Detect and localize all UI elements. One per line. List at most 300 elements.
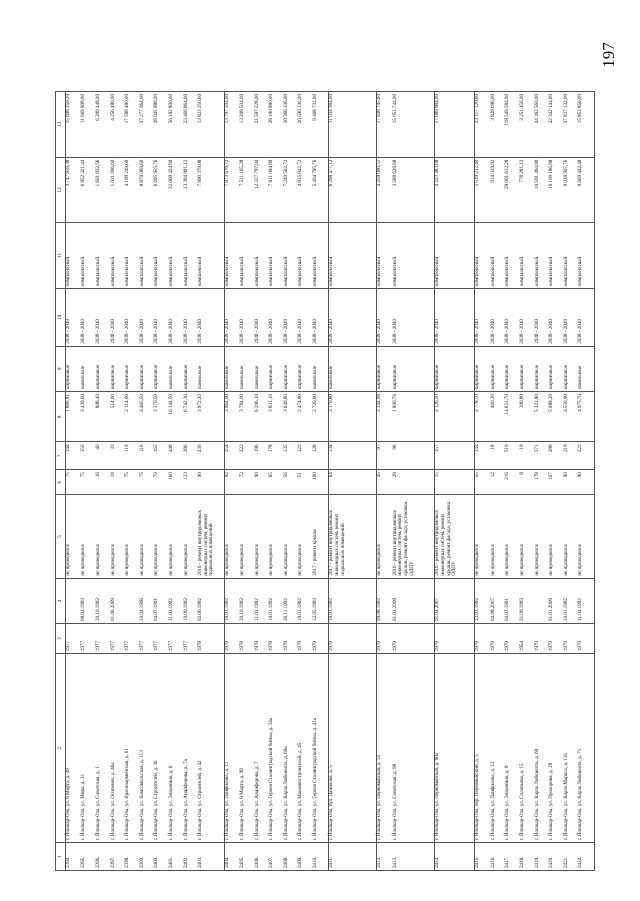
cell-col-9: кирпичные [564, 346, 579, 391]
cell-col-3: 1978 [393, 623, 435, 653]
cell-col-1: 2403. [198, 843, 224, 871]
cell-col-2: г. Йошкар-Ола, ул. Первомайская, д. 90а [435, 654, 475, 843]
cell-col-1: 2402. [184, 843, 199, 871]
table-row [377, 92, 393, 871]
cell-col-6: 18 [111, 470, 126, 495]
cell-col-6: 160 [169, 470, 184, 495]
cell-col-13: 17 838 745,60 [377, 92, 393, 158]
cell-col-8: 16 144,50 [169, 392, 184, 442]
cell-col-1: 2397. [111, 843, 126, 871]
cell-col-1: 2417. [505, 843, 520, 871]
cell-col-1: 2416. [491, 843, 506, 871]
cell-col-11: комплексный [125, 223, 140, 289]
cell-col-13: 4 256 480,00 [111, 92, 126, 158]
cell-col-8: 3 972,20 [198, 392, 224, 442]
column-header-10: 10 [56, 288, 66, 346]
cell-col-10: 2038 - 2040 [520, 288, 535, 346]
cell-col-2: г. Йошкар-Ола, ул. Первомайская, д. 14 [377, 654, 393, 843]
cell-col-11: комплексный [535, 223, 550, 289]
cell-col-11: комплексный [578, 223, 594, 289]
cell-col-6: 90 [578, 470, 594, 495]
cell-col-6: 16 [96, 470, 111, 495]
cell-col-4: 10.04.1996 [140, 578, 155, 623]
cell-col-11: комплексный [505, 223, 520, 289]
table-row [520, 92, 535, 871]
cell-col-9: кирпичные [96, 346, 111, 391]
table-row [96, 92, 111, 871]
cell-col-13: 23 466 864,00 [184, 92, 199, 158]
cell-col-4: 10.01.1992 [269, 578, 284, 623]
cell-col-8: 3 439,60 [81, 392, 96, 442]
cell-col-11: комплексный [66, 223, 82, 289]
cell-col-4: 04.07.1991 [154, 578, 169, 623]
cell-col-7: 134 [329, 442, 377, 470]
cell-col-10: 2038 - 2040 [564, 288, 579, 346]
cell-col-7: 40 [96, 442, 111, 470]
cell-col-2: г. Йошкар-Ола, ул. Анциферова, д. 7 [255, 654, 270, 843]
table-row [505, 92, 520, 871]
cell-col-1: 2408. [284, 843, 299, 871]
cell-col-1: 2418. [520, 843, 535, 871]
cell-col-1: 2411. [329, 843, 377, 871]
cell-col-12: 10 591 494,80 [535, 157, 550, 223]
cell-col-6: 70 [154, 470, 169, 495]
cell-col-6: 15 [435, 470, 475, 495]
cell-col-4: 30.10.1992 [240, 578, 255, 623]
cell-col-5: не проводился [140, 495, 155, 578]
column-header-11: 11 [56, 223, 66, 289]
cell-col-9: панельные [198, 346, 224, 391]
cell-col-5: не проводился [377, 495, 393, 578]
cell-col-6: 92 [224, 470, 240, 495]
cell-col-7: 18 [491, 442, 506, 470]
cell-col-2: г. Йошкар-Ола, ул. Карла Маркса, д. 116 [564, 654, 579, 843]
cell-col-10: 2038 - 2040 [435, 288, 475, 346]
cell-col-1: 2399. [140, 843, 155, 871]
cell-col-10: 2038 - 2040 [393, 288, 435, 346]
cell-col-6: 123 [184, 470, 199, 495]
cell-col-5: не проводился [96, 495, 111, 578]
cell-col-4: 04.07.1991 [505, 578, 520, 623]
cell-col-3: 1977 [96, 623, 111, 653]
table-row [535, 92, 550, 871]
cell-col-6: 51 [298, 470, 313, 495]
cell-col-9: кирпичные [284, 346, 299, 391]
cell-col-12: 3 747 959,38 [66, 157, 82, 223]
cell-col-4: 10.01.1992 [564, 578, 579, 623]
cell-col-5: не проводился [298, 495, 313, 578]
cell-col-12: 12 327 797,04 [255, 157, 270, 223]
cell-col-13: 42 342 144,00 [549, 92, 564, 158]
cell-col-6: 216 [505, 470, 520, 495]
cell-col-5: не проводился [169, 495, 184, 578]
cell-col-4 [125, 578, 140, 623]
cell-col-12: 7 611 094,80 [269, 157, 284, 223]
cell-col-3: 1979 [564, 623, 579, 653]
cell-col-1: 2421. [564, 843, 579, 871]
cell-col-3: 1954 [520, 623, 535, 653]
cell-col-13: 37 277 064,00 [140, 92, 155, 158]
table-row [224, 92, 240, 871]
cell-col-7: 144 [66, 442, 82, 470]
column-header-13: 13 [56, 92, 66, 158]
cell-col-3: 1979 [535, 623, 550, 653]
cell-col-2: г. Йошкар-Ола, пер. Первомайский, д. 5 [475, 654, 491, 843]
cell-col-9: кирпичные [435, 346, 475, 391]
cell-col-9: панельные [169, 346, 184, 391]
cell-col-7: 33 [111, 442, 126, 470]
cell-col-10: 2038 - 2040 [269, 288, 284, 346]
table-row [140, 92, 155, 871]
cell-col-12: 6 695 955,76 [154, 157, 169, 223]
cell-col-4 [66, 578, 82, 623]
cell-col-11: комплексный [313, 223, 329, 289]
cell-col-7: 222 [240, 442, 255, 470]
cell-col-11: комплексный [564, 223, 579, 289]
cell-col-13: 11 034 384,00 [329, 92, 377, 158]
cell-col-5: не проводился [269, 495, 284, 578]
cell-col-1: 2398. [125, 843, 140, 871]
cell-col-9: кирпичные [549, 346, 564, 391]
cell-col-6: 90 [255, 470, 270, 495]
cell-col-8: 5 089,20 [549, 392, 564, 442]
cell-col-7: 254 [224, 442, 240, 470]
cell-col-4: 30.10.1992 [96, 578, 111, 623]
cell-col-10: 2038 - 2040 [377, 288, 393, 346]
cell-col-10: 2038 - 2040 [125, 288, 140, 346]
cell-col-1: 2400. [154, 843, 169, 871]
cell-col-11: комплексный [111, 223, 126, 289]
cell-col-13: 15 853 856,00 [578, 92, 594, 158]
cell-col-5: не проводился [154, 495, 169, 578]
cell-col-5: не проводился [520, 495, 535, 578]
cell-col-9: панельные [578, 346, 594, 391]
cell-col-13: 28 190 880,00 [269, 92, 284, 158]
cell-col-1: 2412. [377, 843, 393, 871]
cell-col-4: 08.02.1993 [81, 578, 96, 623]
cell-col-6: 75 [140, 470, 155, 495]
table-row [435, 92, 475, 871]
cell-col-7: 162 [154, 442, 169, 470]
cell-col-12: 9 669 442,48 [578, 157, 594, 223]
cell-col-2: г. Йошкар-Ола, ул. 8 Марта, д. 49 [66, 654, 82, 843]
cell-col-11: комплексный [154, 223, 169, 289]
cell-col-4: 11.01.1992 [169, 578, 184, 623]
cell-col-3: 1979 [549, 623, 564, 653]
table-row [198, 92, 224, 871]
cell-col-4: 10.09.1992 [184, 578, 199, 623]
cell-col-2: г. Йошкар-Ола, ул. Эшкинина, д. 6 [169, 654, 184, 843]
cell-col-11: комплексный [435, 223, 475, 289]
cell-col-7: 288 [549, 442, 564, 470]
cell-col-1: 2410. [313, 843, 329, 871]
cell-col-12: 6 298 477,12 [329, 157, 377, 223]
column-header-12: 12 [56, 157, 66, 223]
cell-col-5: не проводился [578, 495, 594, 578]
cell-col-4: 26.11.1992 [284, 578, 299, 623]
cell-col-12: 10 109 186,88 [549, 157, 564, 223]
cell-col-5: не проводился [81, 495, 96, 578]
cell-col-4: 31.08.1993 [520, 578, 535, 623]
cell-col-8: 2 144,08 [377, 392, 393, 442]
cell-col-1: 2395. [81, 843, 96, 871]
column-header-5: 5 [56, 495, 66, 578]
cell-col-8: 2 114,00 [125, 392, 140, 442]
cell-col-12: 5 519 212,40 [475, 157, 491, 223]
cell-col-7: 135 [284, 442, 299, 470]
table-body [66, 92, 595, 871]
cell-col-2: г. Йошкар-Ола, ул. Карла Либкнехта, д. 71 [578, 654, 594, 843]
cell-col-2: г. Йошкар-Ола, ул. Анциферова, д. 7а [184, 654, 199, 843]
cell-col-10: 2038 - 2040 [298, 288, 313, 346]
cell-col-10: 2038 - 2040 [329, 288, 377, 346]
cell-col-4: 11.04.1992 [578, 578, 594, 623]
cell-col-1: 2406. [255, 843, 270, 871]
capital-repair-table [55, 91, 595, 871]
cell-col-12: 914 339,92 [491, 157, 506, 223]
cell-col-2: г. Йошкар-Ола, ул. 8 Марта, д. 99 [240, 654, 255, 843]
cell-col-5: не проводился [505, 495, 520, 578]
cell-col-12: 5 404 795,76 [313, 157, 329, 223]
cell-col-6: 8 [520, 470, 535, 495]
cell-col-10: 2038 - 2040 [140, 288, 155, 346]
cell-col-12: 4 199 249,60 [125, 157, 140, 223]
cell-col-1: 2422. [578, 843, 594, 871]
cell-col-11: комплексный [520, 223, 535, 289]
column-header-1: 1 [56, 843, 66, 871]
cell-col-7: 157 [435, 442, 475, 470]
cell-col-3: 1977 [184, 623, 199, 653]
cell-col-5: не проводился [125, 495, 140, 578]
table-row [578, 92, 594, 871]
cell-col-2: г. Йошкар-Ола, ул. Советская, д. 99 [393, 654, 435, 843]
cell-col-8: 4 975,70 [578, 392, 594, 442]
table-row [491, 92, 506, 871]
cell-col-6: 100 [313, 470, 329, 495]
cell-col-1: 2396. [96, 843, 111, 871]
page-number: 197 [598, 42, 618, 68]
cell-col-13: 56 182 800,00 [169, 92, 184, 158]
cell-col-11: комплексный [81, 223, 96, 289]
cell-col-9: панельные [240, 346, 255, 391]
cell-col-12: 29 001 612,28 [505, 157, 520, 223]
cell-col-2: г. Йошкар-Ола, ул. Строителей, д. 36 [154, 654, 169, 843]
cell-col-11: комплексный [475, 223, 491, 289]
cell-col-10: 2038 - 2040 [475, 288, 491, 346]
table-row [154, 92, 169, 871]
cell-col-1: 2414. [435, 843, 475, 871]
cell-col-12: 32 069 424,80 [169, 157, 184, 223]
cell-col-6: 65 [269, 470, 284, 495]
cell-col-11: комплексный [298, 223, 313, 289]
cell-col-3: 1978 [284, 623, 299, 653]
column-header-4: 4 [56, 578, 66, 623]
cell-col-4: 11.03.1992 [255, 578, 270, 623]
cell-col-3: 1978 [224, 623, 240, 653]
cell-col-6: 72 [240, 470, 255, 495]
cell-col-5: не проводился [240, 495, 255, 578]
cell-col-10: 2038 - 2040 [549, 288, 564, 346]
cell-col-2: г. Йошкар-Ола, ул. Карла Либкнехта, д. 69 [535, 654, 550, 843]
cell-col-12: 4 259 000,51 [377, 157, 393, 223]
cell-col-9: кирпичные [491, 346, 506, 391]
cell-col-10: 2038 - 2040 [578, 288, 594, 346]
cell-col-5: не проводился [111, 495, 126, 578]
cell-col-9: панельные [255, 346, 270, 391]
cell-col-4: 12.03.1992 [475, 578, 491, 623]
cell-col-7: 230 [198, 442, 224, 470]
cell-col-6: 75 [66, 470, 82, 495]
cell-col-10: 2038 - 2040 [81, 288, 96, 346]
cell-col-13: 17 689 984,00 [435, 92, 475, 158]
cell-col-10: 2038 - 2040 [535, 288, 550, 346]
cell-col-7: 150 [81, 442, 96, 470]
cell-col-12: 4 223 483,68 [435, 157, 475, 223]
cell-col-9: кирпичные [298, 346, 313, 391]
cell-col-2: г. Йошкар-Ола, ул. Соловьева, д. 15 [520, 654, 535, 843]
table-row [81, 92, 96, 871]
table-row [111, 92, 126, 871]
cell-col-12: 1 601 832,56 [96, 157, 111, 223]
column-header-9: 9 [56, 346, 66, 391]
cell-col-7: 19 [520, 442, 535, 470]
cell-col-10: 2038 - 2040 [491, 288, 506, 346]
cell-col-3: 1978 [377, 623, 393, 653]
cell-col-8: 3 964,00 [224, 392, 240, 442]
rotated-table-container [55, 91, 595, 871]
cell-col-9: кирпичные [377, 346, 393, 391]
cell-col-1: 2401. [169, 843, 184, 871]
table-row [313, 92, 329, 871]
cell-col-7: 219 [564, 442, 579, 470]
column-header-6: 6 [56, 470, 66, 495]
cell-col-7: 371 [535, 442, 550, 470]
cell-col-8: 3 831,10 [269, 392, 284, 442]
cell-col-1: 2415. [475, 843, 491, 871]
cell-col-5: 2017 - ремонт внутридомовых инженерных систем, ремонт подвальных помещений [329, 495, 377, 578]
cell-col-5: 2016 - ремонт внутридомовых инженерных систем, ремонт крыши, ремонт фасада, установка ОДПУ [393, 495, 435, 578]
cell-col-13: 3 251 456,00 [520, 92, 535, 158]
cell-col-11: комплексный [96, 223, 111, 289]
cell-col-7: 144 [475, 442, 491, 470]
cell-col-3: 1978 [313, 623, 329, 653]
cell-col-5: не проводился [255, 495, 270, 578]
column-header-3: 3 [56, 623, 66, 653]
cell-col-5: не проводился [66, 495, 82, 578]
cell-col-9: кирпичные [535, 346, 550, 391]
cell-col-5: 2017 - ремонт крыши [313, 495, 329, 578]
cell-col-13: 3 829 696,00 [491, 92, 506, 158]
cell-col-5: не проводился [535, 495, 550, 578]
cell-col-13: 15 698 259,20 [66, 92, 82, 158]
cell-col-10: 2038 - 2040 [96, 288, 111, 346]
cell-col-9: кирпичные [505, 346, 520, 391]
table-row [240, 92, 255, 871]
cell-col-13: 6 299 448,00 [96, 92, 111, 158]
cell-col-8: 1 866,81 [66, 392, 82, 442]
cell-col-1: 2420. [549, 843, 564, 871]
cell-col-3: 1977 [66, 623, 82, 653]
cell-col-4 [535, 578, 550, 623]
cell-col-12: 7 873 678,72 [224, 157, 240, 223]
cell-col-3: 1978 [269, 623, 284, 653]
cell-col-5: 2016 - ремонт внутридомовых инженерных систем, ремонт подвальных помещений [198, 495, 224, 578]
cell-col-13: 11 669 808,00 [81, 92, 96, 158]
cell-col-13: 37 837 132,00 [564, 92, 579, 158]
cell-col-2: г. Йошкар-Ола, ул. Эшкинина, д. 9 [505, 654, 520, 843]
cell-col-6: 28 [393, 470, 435, 495]
cell-col-4: 10.01.1992 [298, 578, 313, 623]
cell-col-4: 01.04.2007 [435, 578, 475, 623]
cell-col-7: 178 [269, 442, 284, 470]
cell-col-7: 448 [169, 442, 184, 470]
cell-col-10: 2038 - 2040 [111, 288, 126, 346]
table-row [66, 92, 82, 871]
cell-col-3: 1977 [81, 623, 96, 653]
cell-col-8: 1 800,76 [393, 392, 435, 442]
cell-col-2: г. Йошкар-Ола, ул. Красноармейская, д. 61 [125, 654, 140, 843]
cell-col-10: 2038 - 2040 [154, 288, 169, 346]
cell-col-8: 4 550,90 [564, 392, 579, 442]
cell-col-2: г. Йошкар-Ола, ул. Комсомольская, д. 113 [140, 654, 155, 843]
cell-col-7: 128 [313, 442, 329, 470]
cell-col-10: 2038 - 2040 [255, 288, 270, 346]
cell-col-10: 2038 - 2040 [169, 288, 184, 346]
cell-col-1: 2407. [269, 843, 284, 871]
cell-col-11: комплексный [184, 223, 199, 289]
cell-col-13: 44 362 560,00 [535, 92, 550, 158]
cell-col-8: 2 474,80 [298, 392, 313, 442]
cell-col-3: 1978 [475, 623, 491, 653]
cell-col-6: 12 [491, 470, 506, 495]
cell-col-8: 3 784,00 [240, 392, 255, 442]
cell-col-11: комплексный [224, 223, 240, 289]
cell-col-12: 9 039 907,76 [564, 157, 579, 223]
cell-col-12: 7 249 562,72 [284, 157, 299, 223]
cell-col-8: 5 322,80 [535, 392, 550, 442]
cell-col-8: 6 206,10 [255, 392, 270, 442]
cell-col-2: г. Йошкар-Ола, ул. Героев Сталинградской битвы, д. 41а [313, 654, 329, 843]
cell-col-7: 96 [393, 442, 435, 470]
cell-col-2: г. Йошкар-Ола, ул. Панфилова, д. 11 [224, 654, 240, 843]
cell-col-12: 13 394 891,12 [184, 157, 199, 223]
cell-col-13: 15 051 744,00 [393, 92, 435, 158]
cell-col-2: г. Йошкар-Ола, ул. Осипенко, д. 46а [111, 654, 126, 843]
cell-col-9: кирпичные [111, 346, 126, 391]
cell-col-5: не проводился [564, 495, 579, 578]
cell-col-8: 2 778,50 [475, 392, 491, 442]
cell-col-13: 21 597 228,00 [255, 92, 270, 158]
cell-col-13: 13 208 504,00 [240, 92, 255, 158]
cell-col-12: 7 511 165,28 [240, 157, 255, 223]
cell-col-3: 1978 [435, 623, 475, 653]
cell-col-3: 1978 [240, 623, 255, 653]
cell-col-4: 01.01.2008 [549, 578, 564, 623]
cell-col-5: не проводился [224, 495, 240, 578]
cell-col-11: комплексный [269, 223, 284, 289]
cell-col-9: кирпичные [520, 346, 535, 391]
cell-col-13: 9 468 732,00 [313, 92, 329, 158]
cell-col-2: г. Йошкар-Ола, ул. Советская, д. 1 [96, 654, 111, 843]
table-row [475, 92, 491, 871]
cell-col-9: панельные [313, 346, 329, 391]
cell-col-11: комплексный [393, 223, 435, 289]
cell-col-3: 1977 [154, 623, 169, 653]
cell-col-3: 1978 [298, 623, 313, 653]
cell-col-12: 1 021 006,60 [111, 157, 126, 223]
cell-col-7: 97 [377, 442, 393, 470]
cell-col-3: 1978 [329, 623, 377, 653]
